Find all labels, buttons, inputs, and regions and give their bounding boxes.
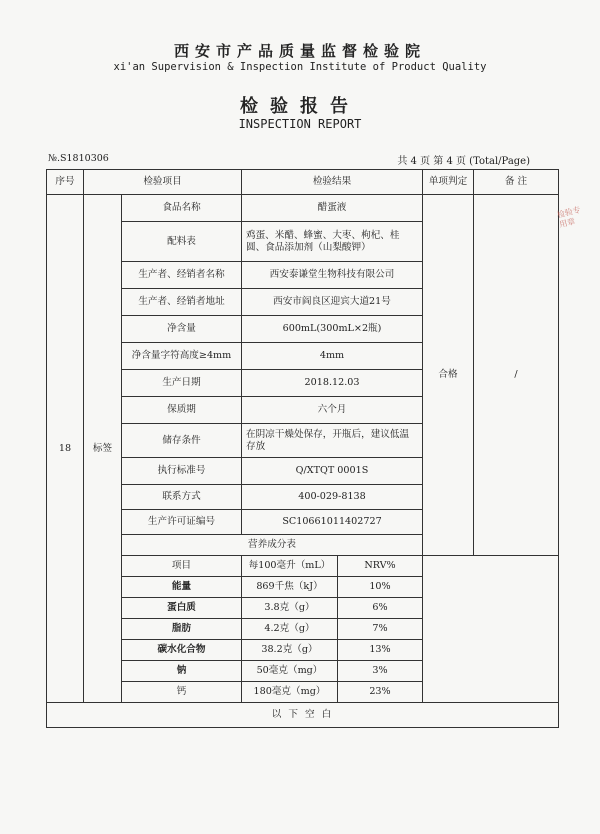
row-label: 生产者、经销者地址: [122, 289, 242, 316]
table-header-row: [47, 170, 559, 195]
row-label: 净含量字符高度≥4mm: [122, 343, 242, 370]
inspection-stamp: 检验专用章: [556, 205, 582, 230]
header-seq: 序号: [47, 170, 84, 195]
row-value: 鸡蛋、米醋、蜂蜜、大枣、枸杞、桂圆、食品添加剂（山梨酸钾）: [242, 222, 423, 262]
row-value: 醋蛋液: [242, 195, 423, 222]
institute-name-cn: 西安市产品质量监督检验院: [173, 42, 426, 60]
header-judgment: 单项判定: [423, 170, 474, 195]
row-value: 在阴凉干燥处保存，开瓶后，建议低温存放: [242, 424, 423, 458]
row-seq: 18: [47, 195, 84, 703]
nutrition-header-item: 项目: [122, 556, 242, 577]
row-value: 2018.12.03: [242, 370, 423, 397]
header-result: 检验结果: [242, 170, 423, 195]
nutrition-value: 4.2克（g）: [242, 619, 338, 640]
nutrition-item: 钠: [122, 661, 242, 682]
report-title-en: INSPECTION REPORT: [238, 117, 362, 131]
nutrition-nrv: 10%: [338, 577, 423, 598]
row-value: 400-029-8138: [242, 485, 423, 510]
row-value: 600mL(300mL×2瓶): [242, 316, 423, 343]
row-value: Q/XTQT 0001S: [242, 458, 423, 485]
nutrition-value: 50毫克（mg）: [242, 661, 338, 682]
nutrition-item: 碳水化合物: [122, 640, 242, 661]
nutrition-title: 营养成分表: [122, 535, 423, 556]
row-label: 储存条件: [122, 424, 242, 458]
table-row: [47, 195, 559, 222]
row-value: 西安市阎良区迎宾大道21号: [242, 289, 423, 316]
nutrition-header-nrv: NRV%: [338, 556, 423, 577]
row-value: 六个月: [242, 397, 423, 424]
inspection-table: [46, 169, 559, 728]
nutrition-item: 能量: [122, 577, 242, 598]
nutrition-nrv: 3%: [338, 661, 423, 682]
nutrition-nrv: 7%: [338, 619, 423, 640]
row-label: 配料表: [122, 222, 242, 262]
table-footer: 以 下 空 白: [47, 703, 559, 728]
nutrition-nrv: 6%: [338, 598, 423, 619]
row-category: 标签: [84, 195, 122, 703]
page-info: 共 4 页 第 4 页 (Total/Page): [397, 156, 530, 167]
row-label: 执行标准号: [122, 458, 242, 485]
nutrition-item: 蛋白质: [122, 598, 242, 619]
nutrition-header-value: 每100毫升（mL）: [242, 556, 338, 577]
nutrition-value: 869千焦（kJ）: [242, 577, 338, 598]
institute-name-en: xi'an Supervision & Inspection Institute of Product Quality: [113, 61, 487, 73]
nutrition-value: 38.2克（g）: [242, 640, 338, 661]
nutrition-value: 180毫克（mg）: [242, 682, 338, 703]
nutrition-value: 3.8克（g）: [242, 598, 338, 619]
row-label: 生产日期: [122, 370, 242, 397]
row-value: 4mm: [242, 343, 423, 370]
nutrition-nrv: 13%: [338, 640, 423, 661]
report-number: №.S1810306: [48, 153, 109, 164]
row-label: 生产者、经销者名称: [122, 262, 242, 289]
nutrition-nrv: 23%: [338, 682, 423, 703]
row-value: SC10661011402727: [242, 510, 423, 535]
nutrition-blank: [423, 556, 559, 703]
header-item: 检验项目: [84, 170, 242, 195]
row-label: 食品名称: [122, 195, 242, 222]
header-remark: 备 注: [474, 170, 559, 195]
row-judgment: 合格: [423, 195, 474, 556]
nutrition-item: 脂肪: [122, 619, 242, 640]
row-label: 生产许可证编号: [122, 510, 242, 535]
row-label: 联系方式: [122, 485, 242, 510]
report-title-cn: 检验报告: [240, 96, 360, 117]
row-label: 保质期: [122, 397, 242, 424]
nutrition-header-row: [47, 556, 559, 577]
row-value: 西安泰谦堂生物科技有限公司: [242, 262, 423, 289]
table-footer-row: [47, 703, 559, 728]
row-label: 净含量: [122, 316, 242, 343]
nutrition-item: 钙: [122, 682, 242, 703]
row-remark: /: [474, 195, 559, 556]
